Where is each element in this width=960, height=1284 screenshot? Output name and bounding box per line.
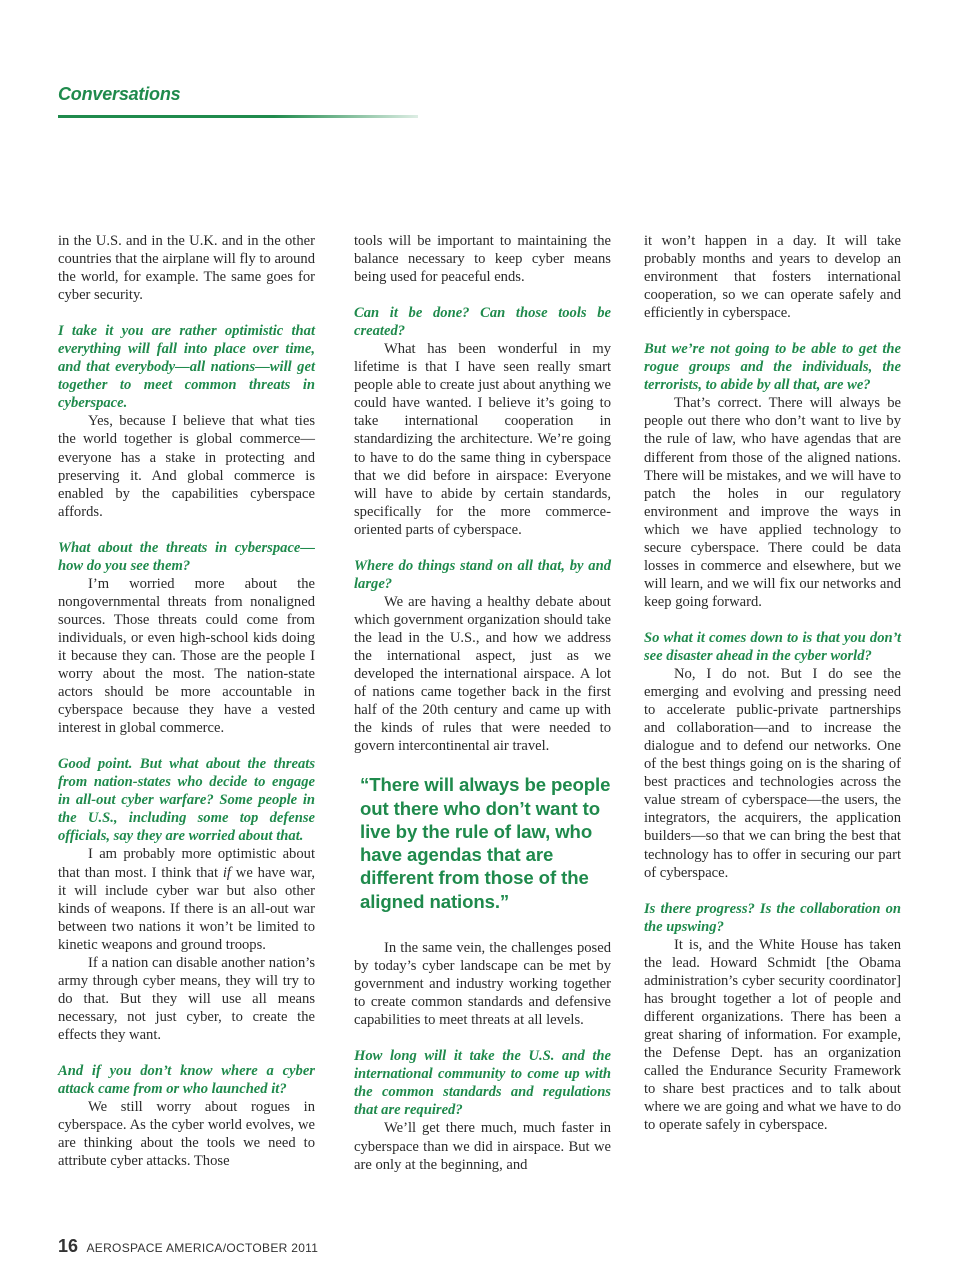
- interview-question: Can it be done? Can those tools be created?: [354, 305, 611, 340]
- column-2: [354, 232, 611, 1174]
- interview-answer: We are having a healthy debate about which government organization should take the lead in the U.S., and how we address the international aspect, just as we developed the international airspace. A lot of nations came together back in the first half of the 20th century and came up with the kinds of rules that were needed to govern intercontinental air travel.: [354, 593, 611, 755]
- column-1: [58, 232, 315, 1170]
- interview-answer: In the same vein, the challenges posed by today’s cyber landscape can be met by government and industry working together to create common standards and defensive capabilities to meet threats at all levels.: [354, 940, 611, 1029]
- paragraph: in the U.S. and in the U.K. and in the other countries that the airplane will fly to around the world, for example. The same goes for cyber security.: [58, 233, 315, 304]
- interview-answer: That’s correct. There will always be people out there who don’t want to live by the rule of law, who have agendas that are different from those of the aligned nations. There will be mistakes, and we will have to patch the holes in our regulatory environment and improve the ways in which we have applied technology to secure cyberspace. There could be data losses in commerce and elsewhere, but we will learn, and we will fix our networks and keep going forward.: [644, 395, 901, 610]
- interview-answer: I’m worried more about the nongovernmental threats from nonaligned sources. Those threats could come from individuals, or even high-school kids doing it because they can. Those are the people I worry about the most. The nation-state actors should be more accountable in cyberspace because they have a vested interest in global commerce.: [58, 575, 315, 737]
- interview-question: So what it comes down to is that you don’t see disaster ahead in the cyber world?: [644, 629, 901, 664]
- interview-question: Is there progress? Is the collaboration on the upswing?: [644, 900, 901, 935]
- column-3: [644, 232, 901, 1134]
- interview-question: And if you don’t know where a cyber attack came from or who launched it?: [58, 1062, 315, 1098]
- interview-answer: If a nation can disable another nation’s army through cyber means, they will try to do that. But they will use all means necessary, not just cyber, to create the effects they want.: [58, 954, 315, 1043]
- page-footer: [58, 1236, 318, 1257]
- interview-answer: [58, 845, 315, 953]
- interview-answer: No, I do not. But I do see the emerging and evolving and pressing need to accelerate public-private partnerships and collaboration—and to increase the dialogue and to defend our networks. One of the best things going on is the sharing of best practices and technologies across the value stream of cyberspace—the users, the integrators, the acquirers, the application builders—so that we can bring the best that technology has to offer in securing our part of cyberspace.: [644, 666, 901, 881]
- interview-question: Good point. But what about the threats from nation-states who decide to engage in all-out cyber warfare? Some people in the U.S., including some top defense officials, say they are worried about that.: [58, 756, 315, 845]
- paragraph: tools will be important to maintaining the balance necessary to keep cyber means being used for peaceful ends.: [354, 233, 611, 286]
- interview-question: How long will it take the U.S. and the international community to come up with the common standards and regulations that are required?: [354, 1048, 611, 1119]
- emphasis-text: if: [222, 864, 231, 881]
- answer-text: we have war, it will include cyber war but also other kinds of weapons. If there is an all-out war between two nations it won’t be limited to kinetic weapons and ground troops.: [58, 864, 315, 953]
- section-rule: [58, 115, 418, 118]
- page-number: 16: [58, 1236, 79, 1256]
- interview-question: I take it you are rather optimistic that everything will fall into place over time, and that everybody—all nations—will get together to meet common threats in cyberspace.: [58, 323, 315, 412]
- answer-text: I am probably more optimistic about that than most. I think that: [58, 846, 315, 881]
- paragraph: it won’t happen in a day. It will take probably months and years to develop an environment that fosters international cooperation, so we can operate safely and efficiently in cyberspace.: [644, 233, 901, 322]
- interview-answer: We’ll get there much, much faster in cyberspace than we did in airspace. But we are only at the beginning, and: [354, 1120, 611, 1173]
- interview-answer: It is, and the White House has taken the lead. Howard Schmidt [the Obama administration’s cyber security coordinator] has brought together a lot of people and different organizations. There has been a great sharing of information. For example, the Defense Dept. has an organization called the Endurance Security Framework to share best practices and to talk about where we are going and what we have to do to operate safely in cyberspace.: [644, 936, 901, 1134]
- interview-question: What about the threats in cyberspace—how do you see them?: [58, 539, 315, 574]
- pull-quote: “There will always be people out there who don’t want to live by the rule of law, who have agendas that are different from those of the aligned nations.”: [360, 774, 611, 912]
- publication-name: AEROSPACE AMERICA/OCTOBER 2011: [86, 1241, 319, 1255]
- interview-question: But we’re not going to be able to get the rogue groups and the individuals, the terrorists, to abide by all that, are we?: [644, 341, 901, 394]
- interview-answer: Yes, because I believe that what ties the world together is global commerce—everyone has a stake in protecting and preserving it. And global commerce is enabled by the capabilities cyberspace affords.: [58, 413, 315, 520]
- interview-answer: What has been wonderful in my lifetime is that I have seen really smart people able to create just about anything we could have wanted. I believe it’s going to take international cooperation in standardizing the architecture. We’re going to have to do the same thing in cyberspace that we did before in airspace: Everyone will have to abide by certain standards, specifically for the more commerce-oriented parts of cyberspace.: [354, 341, 611, 538]
- interview-answer: We still worry about rogues in cyberspace. As the cyber world evolves, we are thinking about the tools we need to attribute cyber attacks. Those: [58, 1099, 315, 1170]
- interview-question: Where do things stand on all that, by and large?: [354, 557, 611, 592]
- section-label: Conversations: [58, 84, 181, 104]
